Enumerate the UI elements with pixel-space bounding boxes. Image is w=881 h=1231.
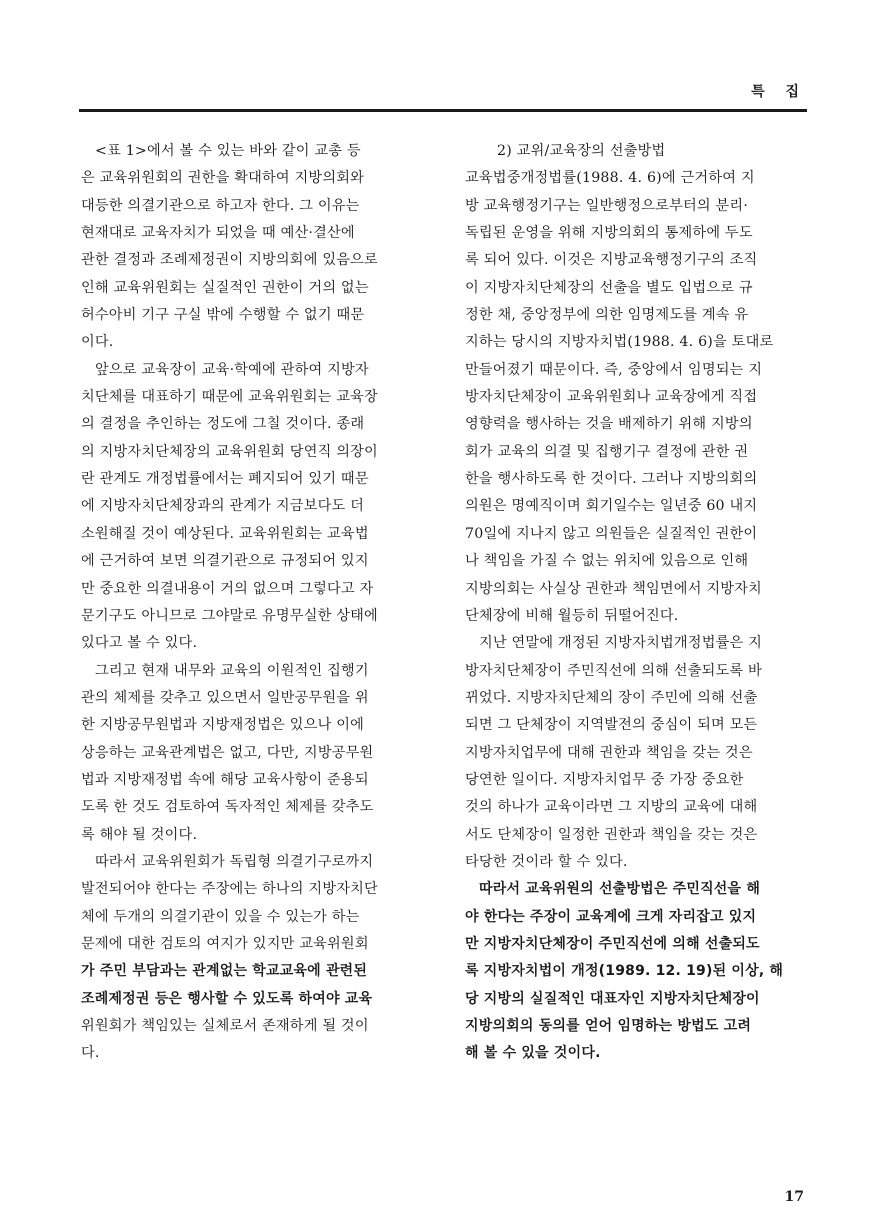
text-line: 체에 두개의 의결기관이 있을 수 있는가 하는 — [81, 908, 360, 925]
text-line: 에 지방자치단체장과의 관계가 지금보다도 더 — [81, 498, 365, 515]
text-line: 현재대로 교육자치가 되었을 때 예산·결산에 — [81, 225, 355, 242]
text-line: 인해 교육위원회는 실질적인 권한이 거의 없는 — [81, 279, 369, 296]
text-line: 에 근거하여 보면 의결기관으로 규정되어 있지 — [81, 553, 369, 570]
text-line: 지방의회는 사실상 권한과 책임면에서 지방자치 — [465, 580, 762, 597]
text-line: 란 관계도 개정법률에서는 폐지되어 있기 때문 — [81, 471, 369, 488]
text-line: 앞으로 교육장이 교육·학예에 관하여 지방자 — [95, 361, 369, 378]
text-line: 당연한 일이다. 지방자치업무 중 가장 중요한 — [465, 771, 744, 788]
text-line: 록 지방자치법이 개정(1989. 12. 19)된 이상, 해 — [465, 963, 784, 980]
text-line: 지방의회의 동의를 얻어 임명하는 방법도 고려 — [465, 1018, 752, 1034]
text-line: 다. — [81, 1045, 100, 1062]
text-line: 서도 단체장이 일정한 권한과 책임을 갖는 것은 — [465, 826, 758, 843]
text-line: 그리고 현재 내무와 교육의 이원적인 집행기 — [95, 662, 369, 679]
text-line: 해 볼 수 있을 것이다. — [465, 1045, 601, 1062]
text-line: 타당한 것이라 할 수 있다. — [465, 853, 628, 870]
text-line: 만들어졌기 때문이다. 즉, 중앙에서 임명되는 지 — [465, 361, 763, 378]
text-line: 관의 체제를 갖추고 있으면서 일반공무원을 위 — [81, 689, 369, 706]
text-line: 록 되어 있다. 이것은 지방교육행정기구의 조직 — [465, 252, 758, 269]
text-line: 것의 하나가 교육이라면 그 지방의 교육에 대해 — [465, 799, 758, 816]
text-line: 지난 연말에 개정된 지방자치법개정법률은 지 — [479, 635, 763, 652]
text-line: 의원은 명예직이며 회기일수는 일년중 60 내지 — [465, 498, 758, 515]
section-heading: 2) 교위/교육장의 선출방법 — [497, 143, 666, 159]
text-line: 되면 그 단체장이 지역발전의 중심이 되며 모든 — [465, 717, 758, 734]
text-line: 발전되어야 한다는 주장에는 하나의 지방자치단 — [81, 881, 378, 898]
header-rule — [79, 109, 807, 112]
text-line: 치단체를 대표하기 때문에 교육위원회는 교육장 — [81, 389, 378, 406]
text-line: 법과 지방재정법 속에 해당 교육사항이 준용되 — [81, 771, 369, 788]
text-line: 한 지방공무원법과 지방재정법은 있으나 이에 — [81, 717, 365, 734]
text-line: 위원회가 책임있는 실체로서 존재하게 될 것이 — [81, 1018, 369, 1034]
text-line: 방 교육행정기구는 일반행정으로부터의 분리· — [465, 197, 749, 214]
text-line: 은 교육위원회의 권한을 확대하여 지방의회와 — [81, 170, 365, 187]
text-line: 이다. — [81, 334, 114, 351]
text-line: 나 책임을 가질 수 없는 위치에 있음으로 인해 — [465, 553, 749, 570]
text-line: 지방자치업무에 대해 권한과 책임을 갖는 것은 — [465, 744, 753, 761]
text-line: 조례제정권 등은 행사할 수 있도록 하여야 교육 — [81, 990, 373, 1007]
text-line: 독립된 운영을 위해 지방의회의 통제하에 두도 — [465, 225, 753, 242]
text-line: 뀌었다. 지방자치단체의 장이 주민에 의해 선출 — [465, 689, 758, 706]
text-line: 록 해야 될 것이다. — [81, 826, 198, 843]
text-line: 있다고 볼 수 있다. — [81, 635, 198, 652]
text-line: 만 중요한 의결내용이 거의 없으며 그렇다고 자 — [81, 580, 374, 597]
text-line: 70일에 지나지 않고 의원들은 실질적인 권한이 — [465, 525, 758, 542]
page-number: 17 — [784, 1189, 804, 1205]
text-line: 상응하는 교육관계법은 없고, 다만, 지방공무원 — [81, 744, 374, 761]
text-line: 가 주민 부담과는 관계없는 학교교육에 관련된 — [81, 963, 368, 980]
text-line: 도록 한 것도 검토하여 독자적인 체제를 갖추도 — [81, 799, 374, 816]
text-line: 문제에 대한 검토의 여지가 있지만 교육위원회 — [81, 935, 369, 952]
text-line: 의 지방자치단체장의 교육위원회 당연직 의장이 — [81, 443, 378, 460]
text-line: <표 1>에서 볼 수 있는 바와 같이 교총 등 — [95, 143, 361, 159]
text-line: 대등한 의결기관으로 하고자 한다. 그 이유는 — [81, 197, 360, 214]
left-column — [81, 138, 426, 1068]
text-line: 정한 채, 중앙정부에 의한 임명제도를 계속 유 — [465, 307, 749, 324]
text-line: 문기구도 아니므로 그야말로 유명무실한 상태에 — [81, 607, 378, 624]
text-line: 당 지방의 실질적인 대표자인 지방자치단체장이 — [465, 990, 760, 1007]
text-line: 관한 결정과 조례제정권이 지방의회에 있음으로 — [81, 252, 378, 269]
text-line: 이 지방자치단체장의 선출을 별도 입법으로 규 — [465, 279, 753, 296]
right-column — [465, 138, 810, 1068]
text-line: 소원해질 것이 예상된다. 교육위원회는 교육법 — [81, 525, 369, 542]
text-line: 방자치단체장이 주민직선에 의해 선출되도록 바 — [465, 662, 762, 679]
text-line: 따라서 교육위원의 선출방법은 주민직선을 해 — [479, 881, 761, 898]
section-label: 특 집 — [751, 84, 807, 100]
text-line: 따라서 교육위원회가 독립형 의결기구로까지 — [95, 853, 374, 870]
text-line: 단체장에 비해 월등히 뒤떨어진다. — [465, 607, 679, 624]
text-line: 영향력을 행사하는 것을 배제하기 위해 지방의 — [465, 416, 753, 433]
text-line: 지하는 당시의 지방자치법(1988. 4. 6)을 토대로 — [465, 334, 774, 351]
text-line: 교육법중개정법률(1988. 4. 6)에 근거하여 지 — [465, 170, 755, 187]
text-line: 의 결정을 추인하는 정도에 그칠 것이다. 종래 — [81, 416, 365, 433]
text-line: 야 한다는 주장이 교육계에 크게 자리잡고 있지 — [465, 908, 757, 925]
text-line: 허수아비 기구 구실 밖에 수행할 수 없기 때문 — [81, 307, 365, 324]
text-line: 회가 교육의 의결 및 집행기구 결정에 관한 권 — [465, 443, 749, 460]
text-line: 한을 행사하도록 한 것이다. 그러나 지방의회의 — [465, 471, 758, 488]
text-line: 방자치단체장이 교육위원회나 교육장에게 직접 — [465, 389, 758, 406]
text-line: 만 지방자치단체장이 주민직선에 의해 선출되도 — [465, 935, 760, 952]
